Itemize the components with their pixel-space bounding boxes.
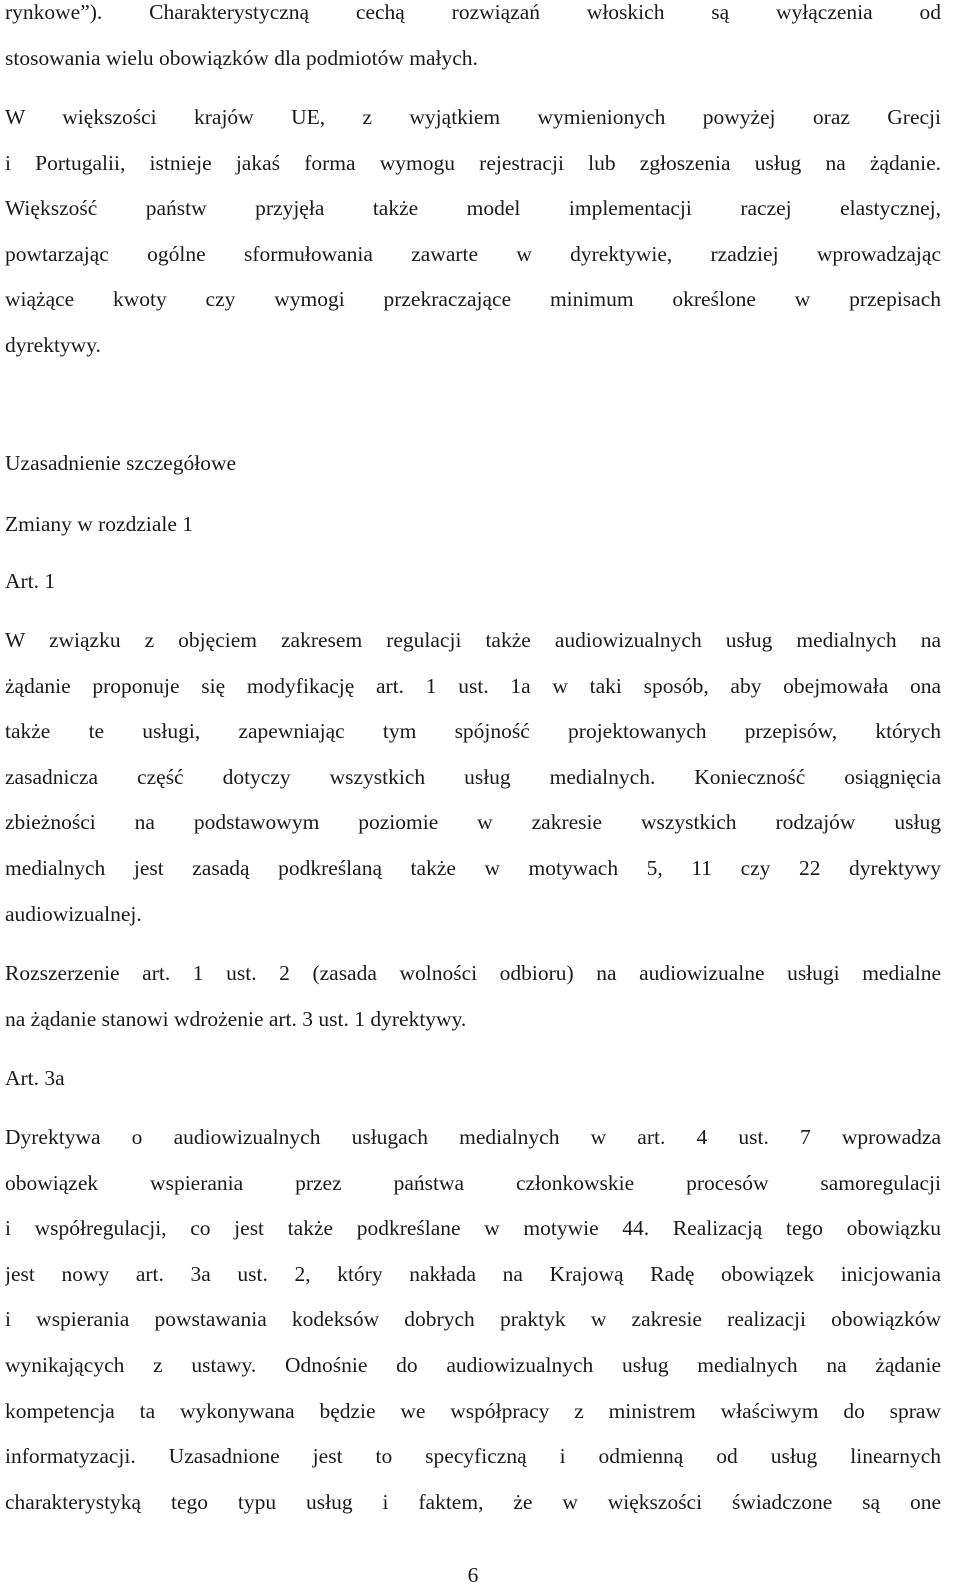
text-line: wynikających z ustawy. Odnośnie do audiowizualnych usług medialnych na żądanie [5, 1352, 941, 1377]
text-line: i Portugalii, istnieje jakaś forma wymogu rejestracji lub zgłoszenia usług na żądanie. [5, 150, 941, 175]
text-line: i wspierania powstawania kodeksów dobrych praktyk w zakresie realizacji obowiązków [5, 1307, 941, 1332]
text-line: dyrektywy. [5, 332, 101, 357]
text-line: Rozszerzenie art. 1 ust. 2 (zasada wolności odbioru) na audiowizualne usługi medialne [5, 961, 941, 985]
text-line: na żądanie stanowi wdrożenie art. 3 ust. 1 dyrektywy. [5, 1006, 467, 1031]
text-line: powtarzając ogólne sformułowania zawarte w dyrektywie, rzadziej wprowadzając [5, 241, 941, 266]
text-line: kompetencja ta wykonywana będzie we współpracy z ministrem właściwym do spraw [5, 1398, 941, 1423]
page-number: 6 [467, 1563, 479, 1587]
paragraph-art-3a [5, 1115, 941, 1525]
text-line: i współregulacji, co jest także podkreślane w motywie 44. Realizacją tego obowiązku [5, 1216, 941, 1241]
paragraph-eu-countries [5, 95, 941, 369]
text-line: audiowizualnej. [5, 901, 142, 926]
text-line: obowiązek wspierania przez państwa członkowskie procesów samoregulacji [5, 1170, 941, 1195]
text-line: żądanie proponuje się modyfikację art. 1 ust. 1a w taki sposób, aby obejmowała ona [5, 673, 941, 698]
text-line: informatyzacji. Uzasadnione jest to specyficzną i odmienną od usług linearnych [5, 1444, 941, 1469]
paragraph-art-1 [5, 618, 941, 937]
text-line: także te usługi, zapewniając tym spójność projektowanych przepisów, których [5, 719, 941, 744]
heading-art-1: Art. 1 [5, 569, 56, 593]
text-line: W większości krajów UE, z wyjątkiem wymienionych powyżej oraz Grecji [5, 105, 941, 129]
text-line: stosowania wielu obowiązków dla podmiotów małych. [5, 45, 478, 70]
text-line: zbieżności na podstawowym poziomie w zakresie wszystkich rodzajów usług [5, 810, 941, 835]
paragraph-italian-solutions [5, 0, 941, 81]
heading-justification: Uzasadnienie szczegółowe [5, 451, 237, 475]
text-line: jest nowy art. 3a ust. 2, który nakłada na Krajową Radę obowiązek inicjowania [5, 1261, 941, 1286]
text-line: rynkowe”). Charakterystyczną cechą rozwiązań włoskich są wyłączenia od [5, 0, 941, 24]
heading-art-3a: Art. 3a [5, 1066, 65, 1090]
text-line: charakterystyką tego typu usług i faktem, że w większości świadczone są one [5, 1489, 941, 1514]
text-line: W związku z objęciem zakresem regulacji także audiowizualnych usług medialnych na [5, 628, 941, 652]
paragraph-art-1-ust-2 [5, 951, 941, 1042]
text-line: Większość państw przyjęła także model implementacji raczej elastycznej, [5, 196, 941, 221]
text-line: medialnych jest zasadą podkreślaną także w motywach 5, 11 czy 22 dyrektywy [5, 855, 941, 880]
heading-chapter-changes: Zmiany w rozdziale 1 [5, 512, 194, 536]
text-line: Dyrektywa o audiowizualnych usługach medialnych w art. 4 ust. 7 wprowadza [5, 1125, 941, 1149]
text-line: zasadnicza część dotyczy wszystkich usług medialnych. Konieczność osiągnięcia [5, 764, 941, 789]
text-line: wiążące kwoty czy wymogi przekraczające minimum określone w przepisach [5, 287, 941, 312]
